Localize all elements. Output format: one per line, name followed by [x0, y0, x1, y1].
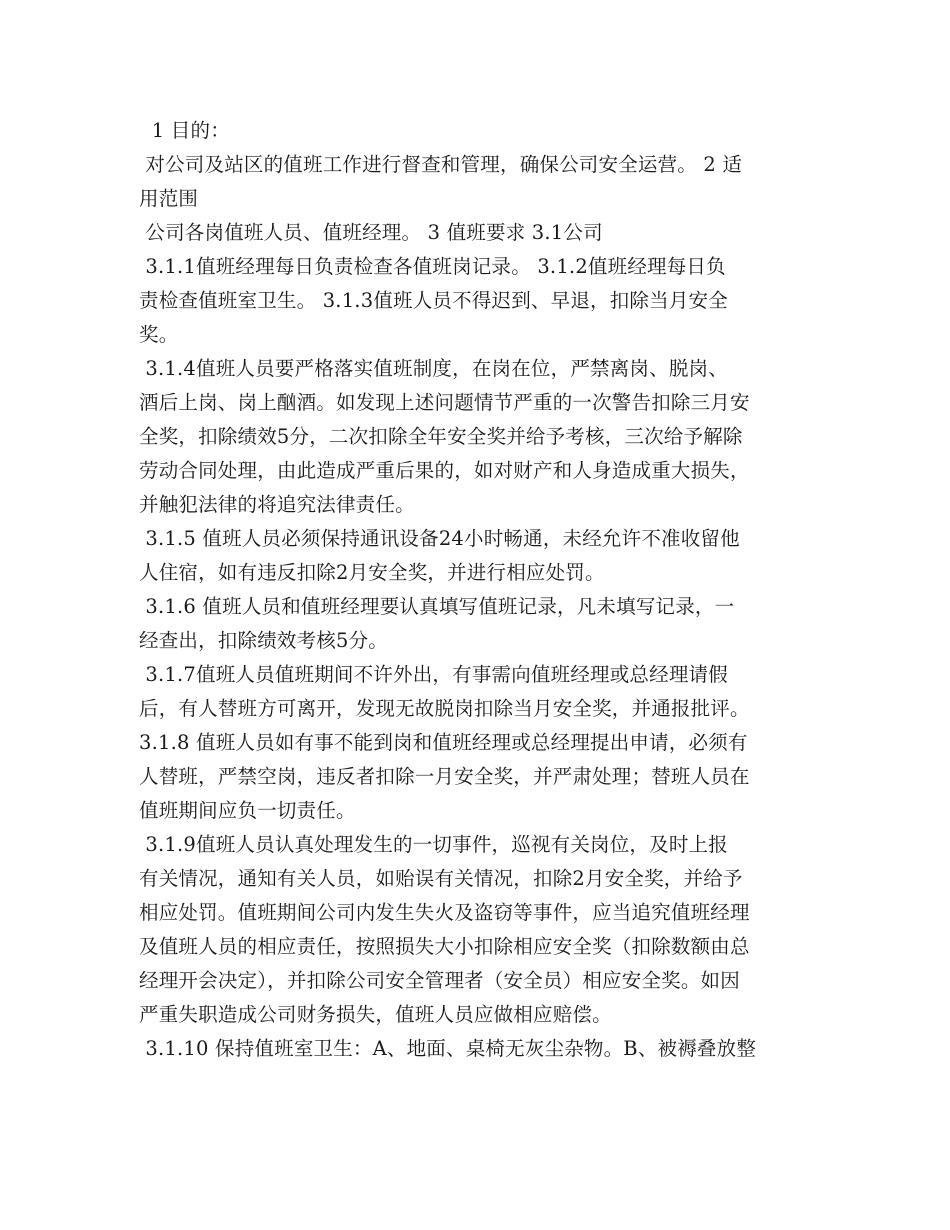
text-line: 1 目的： — [139, 119, 230, 142]
text-line: 责检查值班室卫生。 3.1.3值班人员不得迟到、早退，扣除当月安全 — [139, 289, 728, 312]
text-line: 3.1.6 值班人员和值班经理要认真填写值班记录，凡未填写记录，一 — [139, 595, 735, 618]
text-line: 后，有人替班方可离开，发现无故脱岗扣除当月安全奖，并通报批评。 — [139, 697, 750, 720]
text-line: 3.1.5 值班人员必须保持通讯设备24小时畅通，未经允许不准收留他 — [139, 527, 740, 550]
text-line: 3.1.4值班人员要严格落实值班制度，在岗在位，严禁离岗、脱岗、 — [139, 357, 728, 380]
text-line: 用范围 — [139, 187, 199, 210]
text-line: 酒后上岗、岗上酗酒。如发现上述问题情节严重的一次警告扣除三月安 — [139, 391, 750, 414]
text-line: 并触犯法律的将追究法律责任。 — [139, 493, 415, 516]
text-line: 人替班，严禁空岗，违反者扣除一月安全奖，并严肃处理；替班人员在 — [139, 765, 750, 788]
text-line: 劳动合同处理，由此造成严重后果的，如对财产和人身造成重大损失， — [139, 459, 750, 482]
text-line: 及值班人员的相应责任，按照损失大小扣除相应安全奖（扣除数额由总 — [139, 935, 750, 958]
text-line: 3.1.1值班经理每日负责检查各值班岗记录。 3.1.2值班经理每日负 — [139, 255, 726, 278]
text-line: 全奖，扣除绩效5分，二次扣除全年安全奖并给予考核，三次给予解除 — [139, 425, 743, 448]
text-line: 经查出，扣除绩效考核5分。 — [139, 629, 389, 652]
text-line: 公司各岗值班人员、值班经理。 3 值班要求 3.1公司 — [139, 221, 603, 244]
text-line: 奖。 — [139, 323, 179, 346]
text-line: 对公司及站区的值班工作进行督查和管理，确保公司安全运营。 2 适 — [139, 153, 743, 176]
text-line: 相应处罚。值班期间公司内发生失火及盗窃等事件，应当追究值班经理 — [139, 901, 750, 924]
text-line: 经理开会决定），并扣除公司安全管理者（安全员）相应安全奖。如因 — [139, 969, 740, 992]
document-body — [139, 114, 815, 1066]
text-line: 3.1.9值班人员认真处理发生的一切事件，巡视有关岗位，及时上报 — [139, 833, 728, 856]
text-line: 人住宿，如有违反扣除2月安全奖，并进行相应处罚。 — [139, 561, 605, 584]
text-line: 有关情况，通知有关人员，如贻误有关情况，扣除2月安全奖，并给予 — [139, 867, 743, 890]
text-line: 值班期间应负一切责任。 — [139, 799, 356, 822]
text-line: 3.1.10 保持值班室卫生：A、地面、桌椅无灰尘杂物。B、被褥叠放整 — [139, 1037, 757, 1060]
text-line: 严重失职造成公司财务损失，值班人员应做相应赔偿。 — [139, 1003, 612, 1026]
text-line: 3.1.7值班人员值班期间不许外出，有事需向值班经理或总经理请假 — [139, 663, 728, 686]
text-line: 3.1.8 值班人员如有事不能到岗和值班经理或总经理提出申请，必须有 — [139, 731, 748, 754]
